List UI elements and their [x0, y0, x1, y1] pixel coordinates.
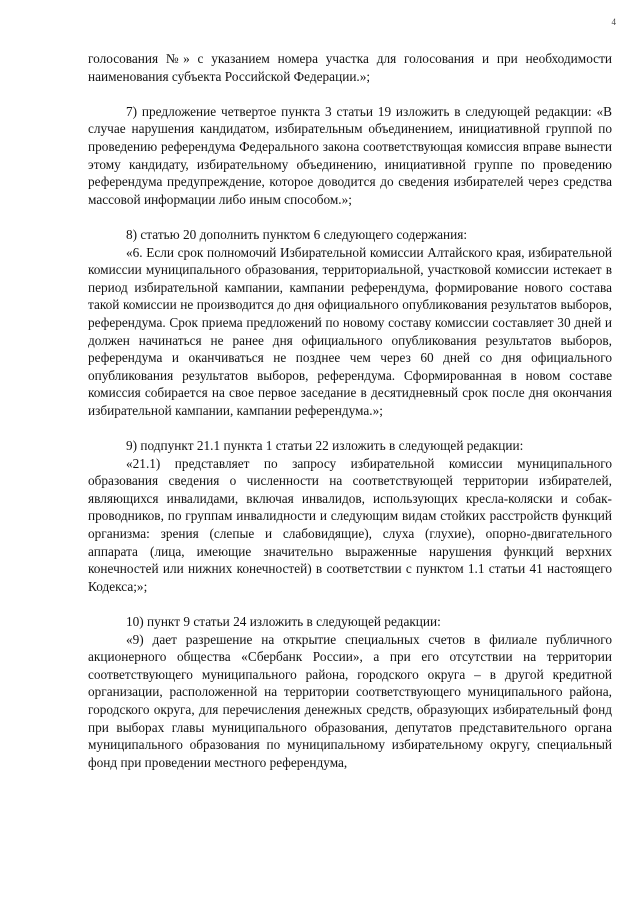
paragraph-item-8: 8) статью 20 дополнить пунктом 6 следующего содержания: — [126, 226, 468, 242]
paragraph-item-7: 7) предложение четвертое пункта 3 статьи 19 изложить в следующей редакции: «В случае нарушения кандидатом, избирательным объединением, инициативной группой по проведению референдума Федерального закона соответствующая комиссия вправе вынести этому кандидату, избирательному объединению, инициативной группе по проведению референдума предупреждение, которое доводится до сведения избирателей через средства массовой информации либо иным способом.»; — [88, 103, 612, 207]
paragraph-gap — [88, 208, 612, 226]
paragraph-item-9-text: «21.1) представляет по запросу избирательной комиссии муниципального образования сведения о численности на соответствующей территории избирателей, являющихся инвалидами, включая инвалидов, использующих кресла-коляски и собак-проводников, по группам инвалидности и следующим видам стойких расстройств функций организма: зрения (слепые и слабовидящие), слуха (глухие), опорно-двигательного аппарата (лица, имеющие значительно выраженные нарушения функций верхних конечностей или нижних конечностей) в соответствии с пунктом 1.1 статьи 41 настоящего Кодекса;»; — [88, 455, 612, 594]
paragraph-gap — [88, 595, 612, 613]
paragraph-item-10: 10) пункт 9 статьи 24 изложить в следующей редакции: — [126, 614, 441, 629]
paragraph-item-8-text: «6. Если срок полномочий Избирательной комиссии Алтайского края, избирательной комиссии муниципального образования, территориальной, участковой комиссии истекает в период избирательной кампании, кампании референдума, формирование нового состава такой комиссии не производится до дня официального опубликования результатов выборов, референдума. Срок приема предложений по новому составу комиссии составляет 30 дней и должен начинаться не ранее дня официального опубликования результатов выборов, референдума и оканчиваться не позднее чем через 60 дней со дня официального опубликования результатов выборов, референдума. Сформированная в новом составе комиссия собирается на свое первое заседание в десятидневный срок после дня окончания избирательной кампании, кампании референдума.»; — [88, 244, 612, 418]
paragraph-gap — [88, 85, 612, 103]
page-number: 4 — [611, 17, 616, 27]
document-body — [88, 50, 612, 771]
paragraph-item-9: 9) подпункт 21.1 пункта 1 статьи 22 изложить в следующей редакции: — [126, 438, 524, 454]
paragraph-item-10-text: «9) дает разрешение на открытие специальных счетов в филиале публичного акционерного общества «Сбербанк России», а при его отсутствии на территории соответствующего муниципального района, городского округа – в другой кредитной организации, расположенной на территории соответствующего муниципального района, городского округа, для перечисления денежных средств, образующих избирательный фонд при выборах главы муниципального образования, депутатов представительного органа муниципального образования по муниципальному избирательному округу, специальный фонд при проведении местного референдума, — [88, 631, 612, 770]
paragraph-continuation: голосования №» с указанием номера участка для голосования и при необходимости наименования субъекта Российской Федерации.»; — [88, 51, 612, 84]
paragraph-gap — [88, 419, 612, 437]
